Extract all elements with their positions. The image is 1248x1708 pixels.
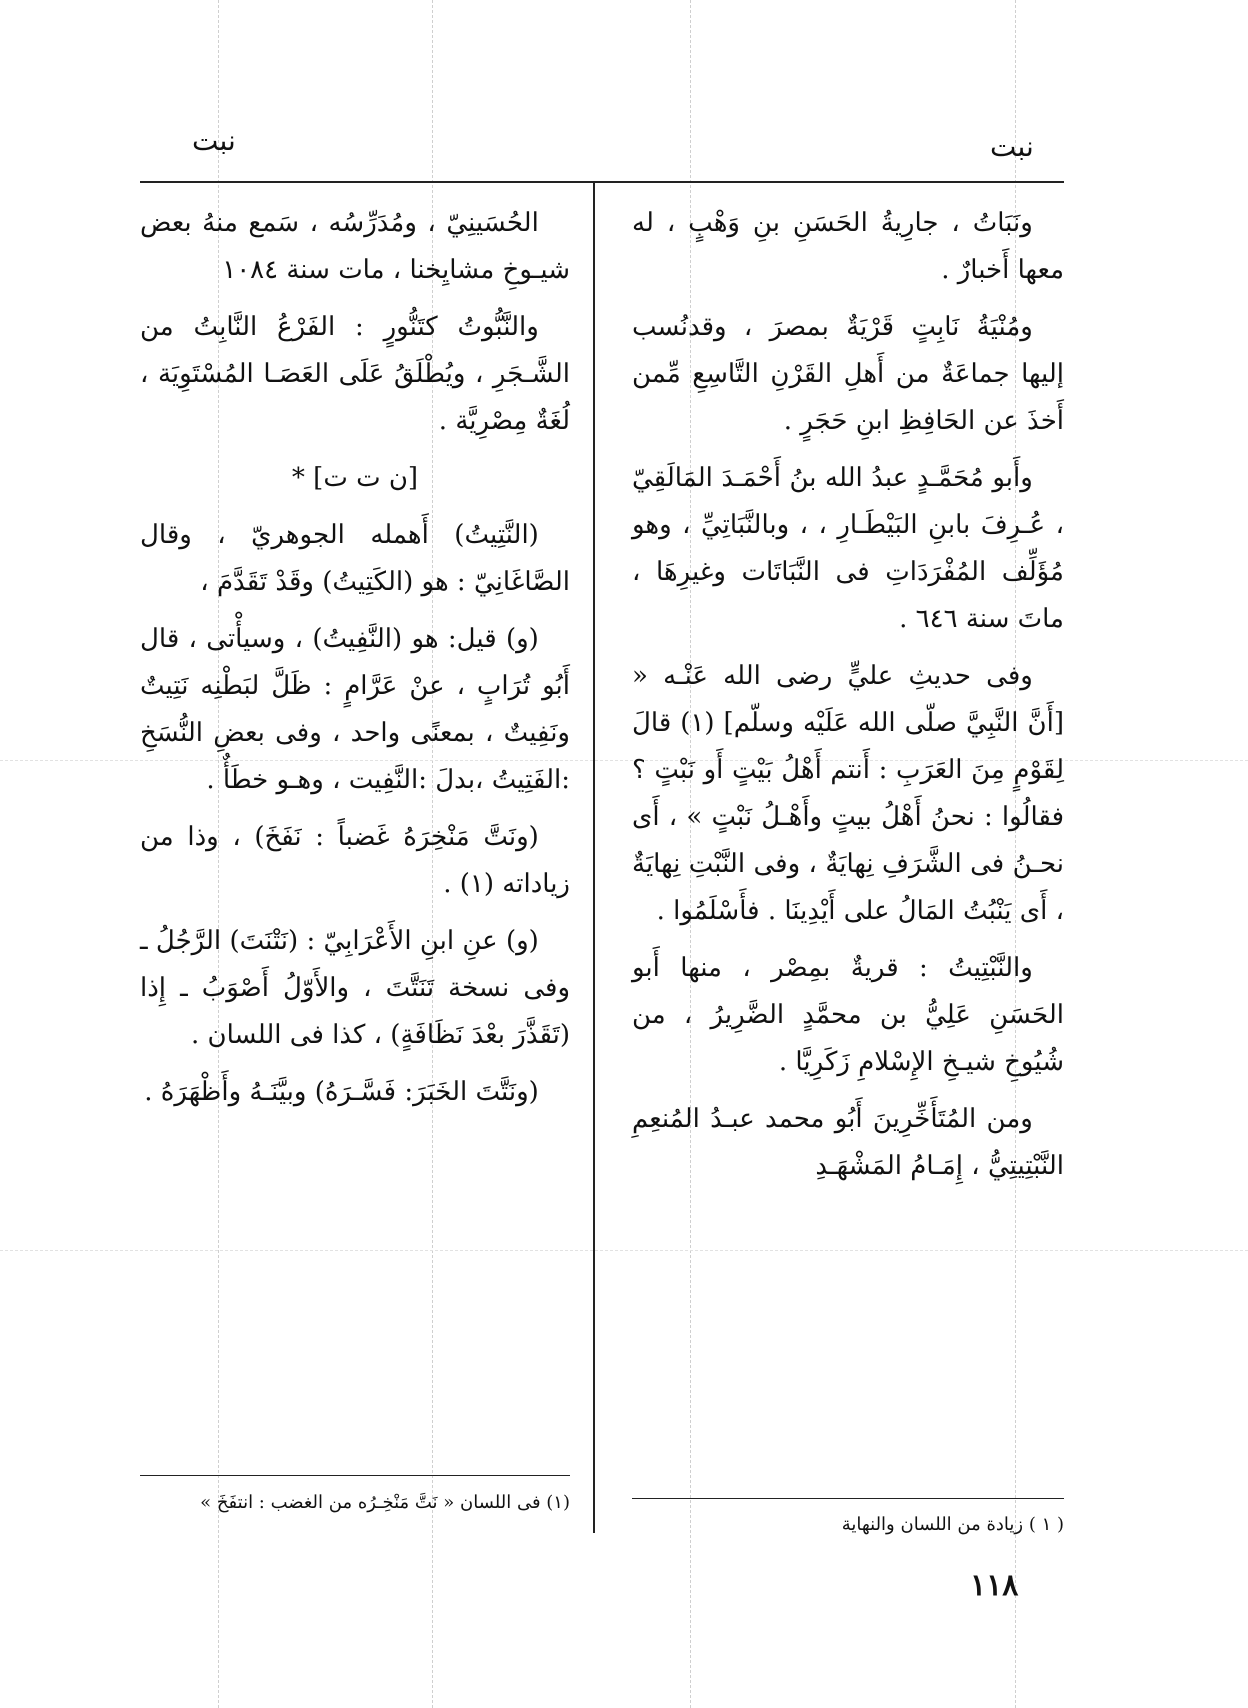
page-number: ١١٨	[970, 1568, 1019, 1603]
paragraph: وأَبو مُحَمَّـدٍ عبدُ الله بنُ أَحْمَـدَ المَالَقِيّ ، عُـرِفَ بابنِ البَيْطَـارِ ، ، وبالنَّبَاتِيِّ ، وهو مُؤَلِّف المُفْرَدَاتِ فى النَّبَاتَات وغيرِهَا ، ماتَ سنة ٦٤٦ .	[632, 463, 1064, 634]
footnote-left: (١) فى اللسان « نَتَّ مَنْخِـرُه من الغضب : انتفَخَ »	[200, 1492, 570, 1513]
paragraph: ونَبَاتُ ، جارِيةُ الحَسَنِ بنِ وَهْبٍ ، له معها أَخبارٌ .	[632, 208, 1064, 285]
footnote-rule	[140, 1475, 570, 1476]
paragraph: والنَّبُّوتُ كتَنُّورٍ : الفَرْعُ النَّابِتُ من الشَّـجَرِ ، ويُطْلَقُ عَلَى العَصَـا المُسْتَوِيَة ، لُغَةٌ مِصْرِيَّة .	[140, 312, 570, 436]
running-head-left: نبت	[192, 124, 236, 157]
paragraph: (ونَتَّ مَنْخِرَهُ غَضباً : نَفَخَ) ، وذا من زياداته (١) .	[140, 822, 570, 899]
left-column	[140, 200, 570, 1126]
paragraph: (ونَتَّتَ الخَبَرَ: فَسَّـرَهُ) وبيَّنَـهُ وأَظْهَرَهُ .	[144, 1077, 539, 1107]
paragraph: ومُنْيَةُ نَابِتٍ قَرْيَةٌ بمصرَ ، وقدنُسب إليها جماعَةٌ من أَهلِ القَرْنِ التَّاسِعِ مِّمن أَخذَ عن الحَافِظِ ابنِ حَجَرٍ .	[632, 312, 1064, 436]
running-head-right: نبت	[990, 130, 1034, 163]
paragraph: الحُسَينِيّ ، ومُدَرِّسُه ، سَمع منهُ بعض شيـوخِ مشايِخنا ، مات سنة ١٠٨٤	[140, 208, 570, 285]
paragraph: (و) قيل: هو (النَّفِيتُ) ، وسيأْتى ، قال أَبُو تُرَابٍ ، عنْ عَرَّامٍ : ظَلَّ لبَطْنِه نَتِيتٌ ونَفِيتٌ ، بمعنًى واحد ، وفى بعضِ النُّسَخِ :الفَتِيتُ ،بدلَ :النَّفِيت ، وهـو خطَأٌ .	[140, 624, 570, 795]
footnote-rule	[632, 1498, 1064, 1499]
paragraph: (النَّتِيتُ) أَهمله الجوهريّ ، وقال الصَّاغَانِيّ : هو (الكَتِيتُ) وقَدْ تَقَدَّمَ ،	[140, 520, 570, 597]
scan-guide-line	[0, 1250, 1248, 1251]
paragraph: وفى حديثِ عليٍّ رضى الله عَنْـه « [أَنَّ النَّبِيَّ صلّى الله عَلَيْه وسلّم] (١) قالَ لِقَوْمٍ مِنَ العَرَبِ : أَنتم أَهْلُ بَيْتٍ أَو نَبْتٍ ؟ فقالُوا : نحنُ أَهْلُ بيتٍ وأَهْـلُ نَبْتٍ » ، أَى نحـنُ فى الشَّرَفِ نِهايَةٌ ، وفى النَّبْتِ نِهايَةٌ ، أَى يَنْبُتُ المَالُ على أَيْدِينَا . فأَسْلَمُوا .	[632, 661, 1064, 926]
column-divider	[593, 181, 595, 1533]
right-column	[632, 200, 1064, 1200]
paragraph: (و) عنِ ابنِ الأَعْرَابِيّ : (نَتْنَتَ) الرَّجُلُ ـ وفى نسخة تَنَتَّتَ ، والأَوّلُ أَصْوَبُ ـ إِذا (تَقَذَّرَ بعْدَ نَظَافَةٍ) ، كذا فى اللسان .	[140, 926, 570, 1050]
footnote-right: ( ١ ) زيادة من اللسان والنهاية	[841, 1514, 1064, 1535]
header-rule	[140, 181, 1064, 183]
paragraph: والنَّبْتِيتُ : قريةٌ بمِصْر ، منها أَبو الحَسَنِ عَلِيُّ بن محمَّدٍ الضَّرِيرُ ، من شُيُوخِ شيـخِ الإِسْلامِ زَكَرِيَّا .	[632, 953, 1064, 1077]
section-heading: [ن ت ت] *	[291, 463, 419, 493]
paragraph: ومن المُتَأَخِّرِينَ أَبُو محمد عبـدُ المُنعِمِ النَّبْتِيتِيُّ ، إِمَـامُ المَشْهَـدِ	[632, 1104, 1064, 1181]
